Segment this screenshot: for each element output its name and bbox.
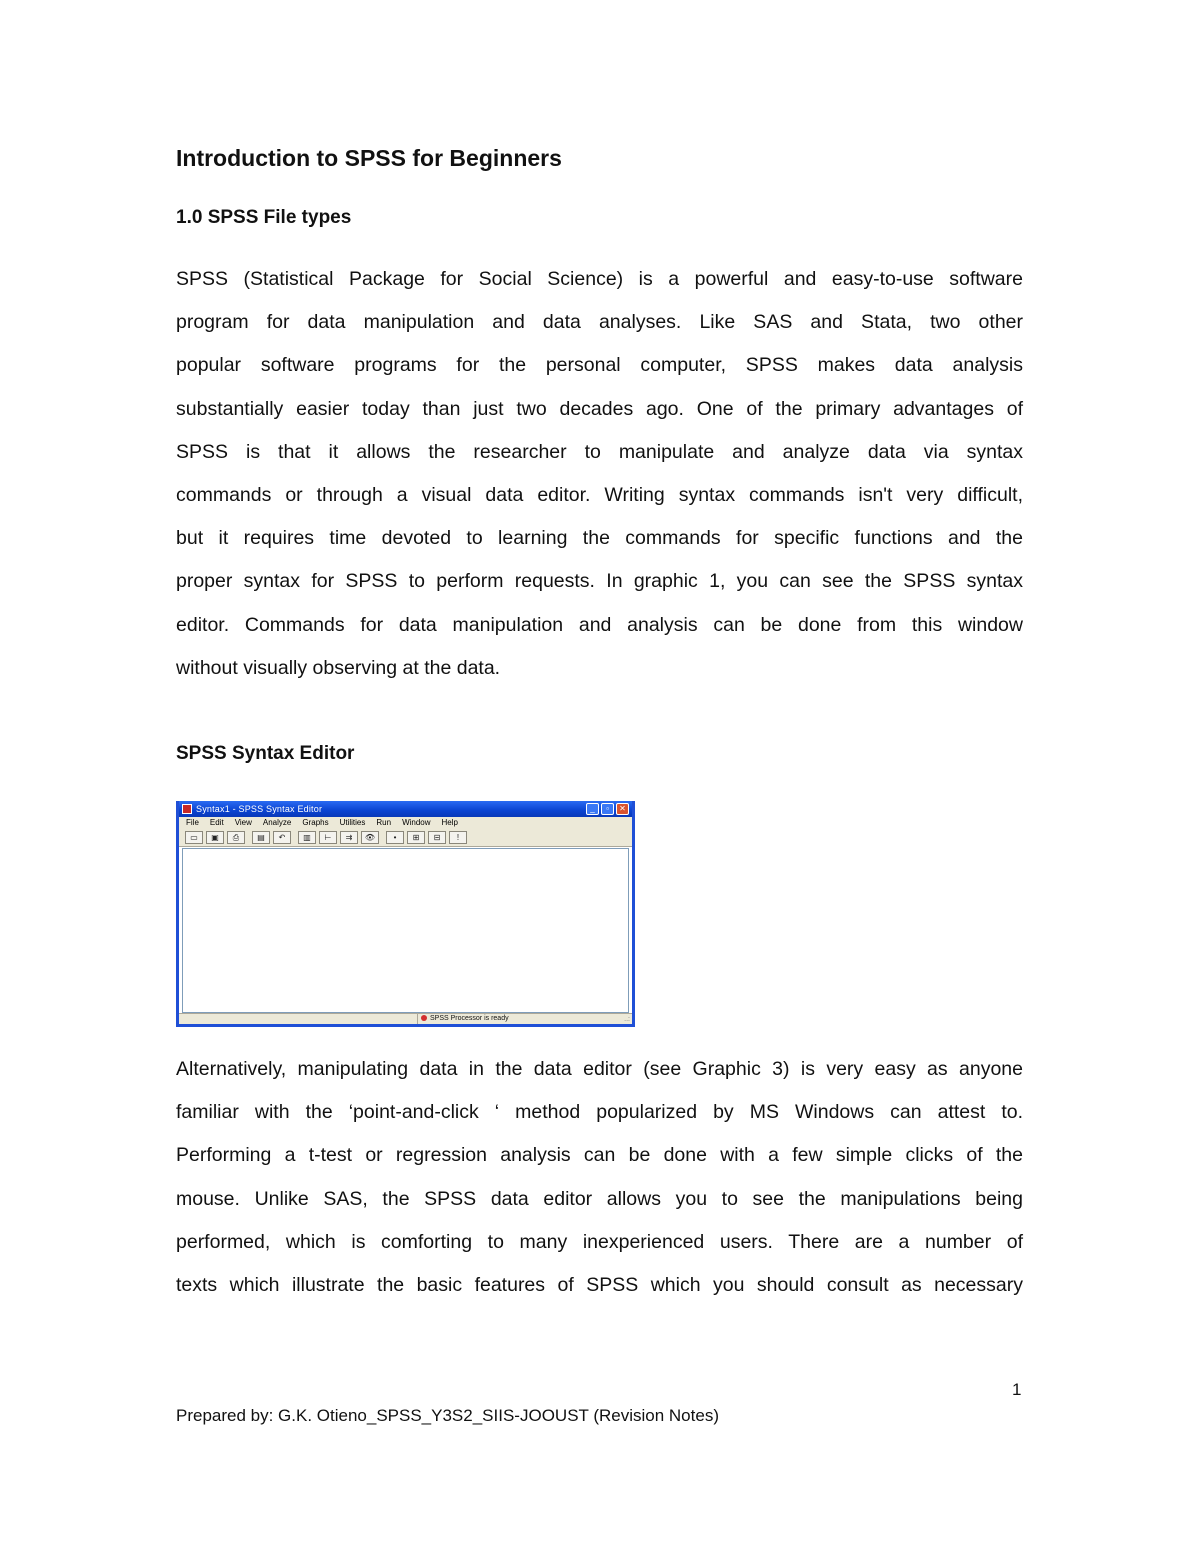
text-line: performed, which is comforting to many inexperienced users. There are a number of <box>176 1230 1023 1253</box>
text-line: familiar with the ‘point-and-click ‘ method popularized by MS Windows can attest to. <box>176 1101 1023 1124</box>
text-line: but it requires time devoted to learning the commands for specific functions and the <box>176 527 1023 550</box>
text-line: substantially easier today than just two decades ago. One of the primary advantages of <box>176 397 1023 420</box>
variables-icon: ⊢ <box>319 831 337 844</box>
bullet-icon: • <box>386 831 404 844</box>
menu-help: Help <box>441 818 458 827</box>
spss-syntax-editor-screenshot <box>176 801 635 1027</box>
menu-analyze: Analyze <box>262 818 292 827</box>
text-line: texts which illustrate the basic features of SPSS which you should consult as necessary <box>176 1274 1023 1297</box>
menu-run: Run <box>376 818 392 827</box>
close-icon: ✕ <box>616 803 629 815</box>
find-icon: ⇉ <box>340 831 358 844</box>
open-file-icon: ▭ <box>185 831 203 844</box>
section-heading-file-types: 1.0 SPSS File types <box>176 207 352 228</box>
figure-heading: SPSS Syntax Editor <box>176 743 355 764</box>
document-title: Introduction to SPSS for Beginners <box>176 145 562 171</box>
text-line: SPSS (Statistical Package for Social Science) is a powerful and easy-to-use software <box>176 268 1023 290</box>
window-title: Syntax1 - SPSS Syntax Editor <box>196 804 323 814</box>
toolbar <box>179 829 632 847</box>
menu-file: File <box>186 818 199 827</box>
text-line: commands or through a visual data editor. Writing syntax commands isn't very difficult, <box>176 484 1023 507</box>
menu-utilities: Utilities <box>339 818 366 827</box>
spss-app-icon <box>182 804 192 814</box>
binoculars-icon: 👁 <box>361 831 379 844</box>
use-sets-icon: ⊟ <box>428 831 446 844</box>
processor-status-icon <box>421 1015 427 1021</box>
minimize-icon: _ <box>586 803 599 815</box>
text-line: editor. Commands for data manipulation and analysis can be done from this window <box>176 613 1023 636</box>
maximize-icon: ▫ <box>601 803 614 815</box>
menu-window: Window <box>402 818 431 827</box>
syntax-editor-area <box>182 848 629 1013</box>
text-line: Performing a t-test or regression analysis can be done with a few simple clicks of the <box>176 1144 1023 1167</box>
menu-edit: Edit <box>209 818 224 827</box>
text-line: program for data manipulation and data analyses. Like SAS and Stata, two other <box>176 311 1023 334</box>
undo-icon: ↶ <box>273 831 291 844</box>
text-line: SPSS is that it allows the researcher to manipulate and analyze data via syntax <box>176 440 1023 463</box>
text-line: Alternatively, manipulating data in the data editor (see Graphic 3) is very easy as anyone <box>176 1058 1023 1080</box>
status-cell <box>417 1014 620 1024</box>
text-line: without visually observing at the data. <box>176 656 501 679</box>
text-line: mouse. Unlike SAS, the SPSS data editor allows you to see the manipulations being <box>176 1187 1023 1210</box>
resize-grip-icon: ..: <box>624 1016 630 1023</box>
window-titlebar <box>179 801 632 817</box>
run-icon: ! <box>449 831 467 844</box>
menu-view: View <box>234 818 252 827</box>
text-line: proper syntax for SPSS to perform requests. In graphic 1, you can see the SPSS syntax <box>176 570 1023 593</box>
print-icon: ⎙ <box>227 831 245 844</box>
text-line: popular software programs for the personal computer, SPSS makes data analysis <box>176 354 1023 377</box>
goto-case-icon: ▥ <box>298 831 316 844</box>
paragraph-intro <box>176 258 1023 690</box>
window-controls <box>586 803 629 815</box>
paragraph-data-editor <box>176 1048 1023 1307</box>
save-icon: ▣ <box>206 831 224 844</box>
dialog-recall-icon: ▤ <box>252 831 270 844</box>
page-number: 1 <box>1012 1380 1022 1399</box>
value-labels-icon: ⊞ <box>407 831 425 844</box>
status-bar <box>179 1013 632 1024</box>
page-footer: Prepared by: G.K. Otieno_SPSS_Y3S2_SIIS-JOOUST (Revision Notes) <box>176 1406 719 1425</box>
status-text: SPSS Processor is ready <box>430 1015 509 1022</box>
menu-bar <box>179 817 632 829</box>
menu-graphs: Graphs <box>302 818 329 827</box>
